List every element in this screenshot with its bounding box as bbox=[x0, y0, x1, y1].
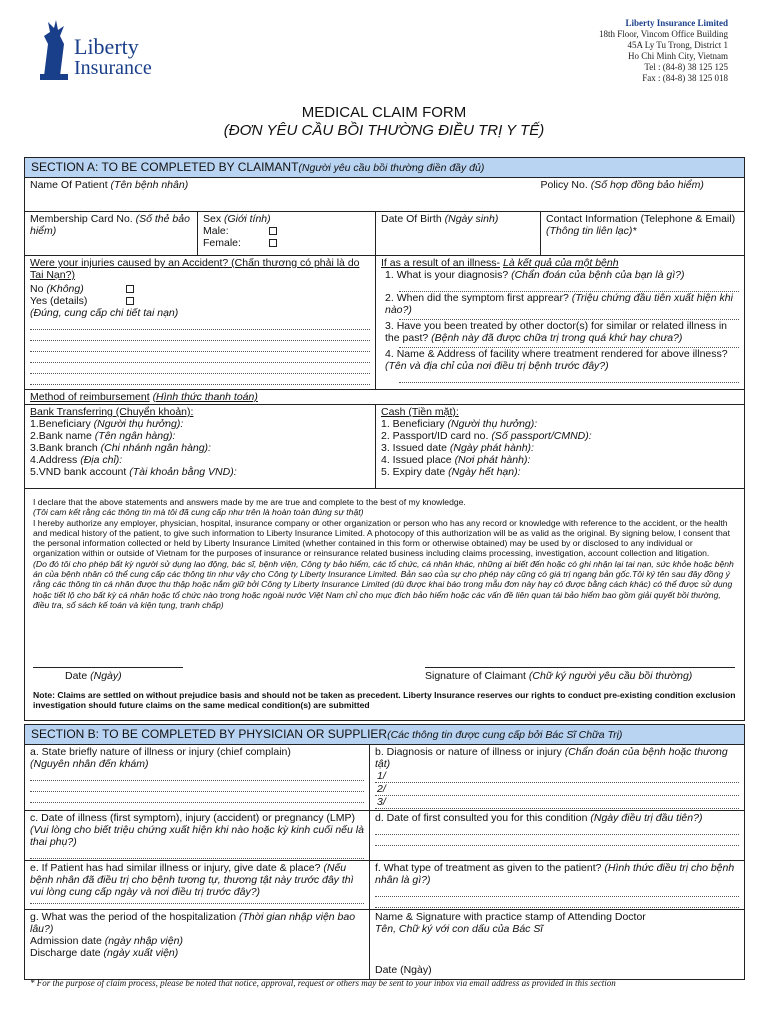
field-e-similar-illness[interactable]: e. If Patient has had similar illness or injury, give date & place? (Nếu bệnh nhân đã điều trị cho bệnh tương tự, thương tật này trước đây thì vui lòng cung cấp ngày và nơi điều trị trước đây?) bbox=[25, 861, 370, 910]
logo-text-2: Insurance bbox=[74, 57, 152, 79]
no-checkbox[interactable] bbox=[126, 285, 134, 293]
footer-note: * For the purpose of claim process, please be noted that notice, approval, request or others may be sent to your inbox via email address as provided in this section bbox=[30, 978, 616, 988]
section-b-table bbox=[24, 724, 745, 980]
field-g-hospitalization[interactable]: g. What was the period of the hospitalization (Thời gian nhập viện bao lâu?) Admission date (ngày nhập viện) Discharge date (ngày xuất viện) bbox=[25, 910, 370, 980]
address-line: Tel : (84-8) 38 125 125 bbox=[644, 62, 728, 72]
yes-checkbox[interactable] bbox=[126, 297, 134, 305]
patient-name-field[interactable]: Name Of Patient (Tên bệnh nhân) bbox=[25, 178, 541, 212]
membership-field[interactable]: Membership Card No. (Số thẻ bảo hiểm) bbox=[25, 212, 198, 256]
policy-no-field[interactable]: Policy No. (Số hợp đồng bảo hiểm) bbox=[541, 178, 745, 212]
section-a-table bbox=[24, 157, 745, 721]
date-label: Date (Ngày) bbox=[65, 670, 122, 682]
illness-item: 4. Name & Address of facility where treatment rendered for above illness? (Tên và địa chỉ của nơi điều trị bệnh trước đây?) bbox=[381, 348, 739, 383]
address-line: Fax : (84-8) 38 125 018 bbox=[642, 73, 728, 83]
section-b-heading: SECTION B: TO BE COMPLETED BY PHYSICIAN OR SUPPLIER(Các thông tin được cung cấp bởi Bác Sĩ Chữa Trị) bbox=[25, 725, 745, 745]
bank-field[interactable]: 2.Bank name (Tên ngân hàng): bbox=[30, 430, 176, 442]
illness-questions: If as a result of an illness- Là kết quả của một bệnh 1. What is your diagnosis? (Chẩn đoán của bệnh của bạn là gì?) 2. When did the symptom first apprear? (Triệu chứng đầu tiên xuất hiện khi nào?) 3. Have you been treated by other doctor(s) for similar or related illness in the past? (Bệnh này đã được chữa trị trong quá khứ hay chưa?) 4. Name & Address of facility where treatment rendered for above illness? (Tên và địa chỉ của nơi điều trị bệnh trước đây?) bbox=[376, 256, 745, 390]
bank-field[interactable]: 3.Bank branch (Chi nhánh ngân hàng): bbox=[30, 442, 211, 454]
liberty-logo bbox=[34, 14, 174, 84]
field-c-date-of-illness[interactable]: c. Date of illness (first symptom), injury (accident) or pregnancy (LMP) (Vui lòng cho biết triệu chứng xuất hiện khi nào hoặc kỳ kinh cuối nếu là thai phụ?) bbox=[25, 811, 370, 861]
signature-line[interactable] bbox=[425, 667, 735, 668]
declaration-en-1: I declare that the above statements and answers made by me are true and complete to the best of my knowledge. bbox=[33, 497, 466, 507]
dob-field[interactable]: Date Of Birth (Ngày sinh) bbox=[376, 212, 541, 256]
bank-field[interactable]: 5.VND bank account (Tài khoản bằng VND): bbox=[30, 466, 237, 478]
accident-question: Were your injuries caused by an Accident? (Chấn thương có phải là do Tai Nạn?) No (Không) Yes (details) (Đúng, cung cấp chi tiết tai nạn) bbox=[25, 256, 376, 390]
form-title-vn: (ĐƠN YÊU CẦU BỒI THƯỜNG ĐIỀU TRỊ Y TẾ) bbox=[223, 122, 545, 139]
cash-field[interactable]: 5. Expiry date (Ngày hết hạn): bbox=[381, 466, 521, 478]
logo-text-1: Liberty bbox=[74, 34, 139, 59]
company-address bbox=[599, 18, 728, 84]
field-a-chief-complain[interactable]: a. State briefly nature of illness or injury (chief complain) (Nguyên nhân đến khám) bbox=[25, 745, 370, 811]
cash-field[interactable]: 4. Issued place (Nơi phát hành): bbox=[381, 454, 531, 466]
cash-field[interactable]: 3. Issued date (Ngày phát hành): bbox=[381, 442, 534, 454]
doctor-signature-block[interactable]: Name & Signature with practice stamp of Attending Doctor Tên, Chữ ký với con dấu của Bác Sĩ Date (Ngày) bbox=[370, 910, 745, 980]
declaration-vn-1: (Tôi cam kết rằng các thông tin mà tôi đã cung cấp như trên là hoàn toàn đúng sự thật) bbox=[33, 507, 364, 518]
bank-transfer-block: Bank Transferring (Chuyển khoản): 1.Beneficiary (Người thụ hưởng): 2.Bank name (Tên ngân hàng): 3.Bank branch (Chi nhánh ngân hàng): 4.Address (Địa chỉ): 5.VND bank account (Tài khoản bằng VND): bbox=[25, 405, 376, 489]
illness-item: 3. Have you been treated by other doctor(s) for similar or related illness in the past? (Bệnh này đã được chữa trị trong quá khứ hay chưa?) bbox=[381, 320, 739, 348]
address-line: 45A Ly Tu Trong, District 1 bbox=[627, 40, 728, 50]
address-line: Ho Chi Minh City, Vietnam bbox=[628, 51, 728, 61]
reimbursement-method: Method of reimbursement (Hình thức thanh toán) bbox=[25, 390, 745, 405]
signature-label: Signature of Claimant (Chữ ký người yêu cầu bồi thường) bbox=[425, 670, 693, 682]
claims-note: Note: Claims are settled on without prejudice basis and should not be taken as precedent. Liberty Insurance reserves our rights to conduct pre-existing condition exclusion investigation should future claims on the same medical condition(s) are submitted bbox=[33, 690, 736, 710]
declaration-en-2: I hereby authorize any employer, physician, hospital, insurance company or other organization or person who has any record or knowledge with reference to the accident, or the health and medical history of the patient, to give such information to Liberty Insurance Limited. A photocopy of this authorization will be as valid as the original. By signing below, I consent that the personal information collected or held by Liberty Insurance Limited (whether contained in this form or otherwise obtained) may be used by or disclosed to any individual or organization within or outside of Vietnam for the purposes of insurance or reinsurance related business including claims processing, investigation, account collection and litigation. bbox=[33, 517, 730, 559]
field-d-first-consulted[interactable]: d. Date of first consulted you for this condition (Ngày điều trị đầu tiên?) bbox=[370, 811, 745, 861]
doctor-sig-date: Date (Ngày) bbox=[375, 964, 432, 976]
cash-block: Cash (Tiền mặt): 1. Beneficiary (Người thụ hưởng): 2. Passport/ID card no. (Số passport/CMND): 3. Issued date (Ngày phát hành): 4. Issued place (Nơi phát hành): 5. Expiry date (Ngày hết hạn): bbox=[376, 405, 745, 489]
cash-field[interactable]: 2. Passport/ID card no. (Số passport/CMND): bbox=[381, 430, 592, 442]
field-b-diagnosis[interactable]: b. Diagnosis or nature of illness or injury (Chẩn đoán của bệnh hoặc thương tật) 1/ 2/ 3/ bbox=[370, 745, 745, 811]
sex-field: Sex (Giới tính) Male: Female: bbox=[198, 212, 376, 256]
female-checkbox[interactable] bbox=[269, 239, 277, 247]
illness-item: 2. When did the symptom first apprear? (Triệu chứng đầu tiên xuất hiện khi nào?) bbox=[381, 292, 739, 320]
declaration-block bbox=[25, 489, 745, 721]
cash-field[interactable]: 1. Beneficiary (Người thụ hưởng): bbox=[381, 418, 538, 430]
bank-field[interactable]: 1.Beneficiary (Người thụ hưởng): bbox=[30, 418, 184, 430]
address-line: 18th Floor, Vincom Office Building bbox=[598, 29, 728, 39]
male-checkbox[interactable] bbox=[269, 227, 277, 235]
date-line[interactable] bbox=[33, 667, 183, 668]
illness-item: 1. What is your diagnosis? (Chẩn đoán của bệnh của bạn là gì?) bbox=[381, 269, 739, 292]
company-name: Liberty Insurance Limited bbox=[625, 18, 728, 28]
field-f-treatment-type[interactable]: f. What type of treatment as given to the patient? (Hình thức điều trị cho bệnh nhân là gì?) bbox=[370, 861, 745, 910]
form-title: MEDICAL CLAIM FORM bbox=[301, 104, 467, 121]
declaration-vn-2: (Do đó tôi cho phép bất kỳ người sử dụng lao động, bác sĩ, bệnh viện, Công ty bảo hiểm, các tổ chức, cá nhân khác, những ai biết đến hoặc có ghi nhận lại tai nạn, sức khỏe hoặc bệnh án của bệnh nhân có thể cung cấp các thông tin như vậy cho Công ty Liberty Insurance Limited. Bản sao của sự cho phép này cũng có giá trị ngang bản gốc.Tôi ký tên sau đây đồng ý rằng các thông tin cá nhân được thu thập hoặc nắm giữ bởi Công ty Liberty Insurance Limited (dù được khai báo trong mẫu đơn này hay có được bằng cách khác) có thể được sử dụng hoặc tiết lộ cho bất kỳ cá nhân hoặc tổ chức nào trong hoặc ngoài nước Việt Nam chỉ cho mục đích bảo hiểm hoặc các vấn đề liên quan tái bảo hiểm bao gồm giải quyết bồi thường, điều tra, sổ sách kế toán và kiện tụng, tranh chấp) bbox=[33, 558, 734, 610]
bank-field[interactable]: 4.Address (Địa chỉ): bbox=[30, 454, 123, 466]
contact-field[interactable]: Contact Information (Telephone & Email) (Thông tin liên lạc)* bbox=[541, 212, 745, 256]
section-a-heading: SECTION A: TO BE COMPLETED BY CLAIMANT(Người yêu cầu bồi thường điền đầy đủ) bbox=[25, 158, 745, 178]
